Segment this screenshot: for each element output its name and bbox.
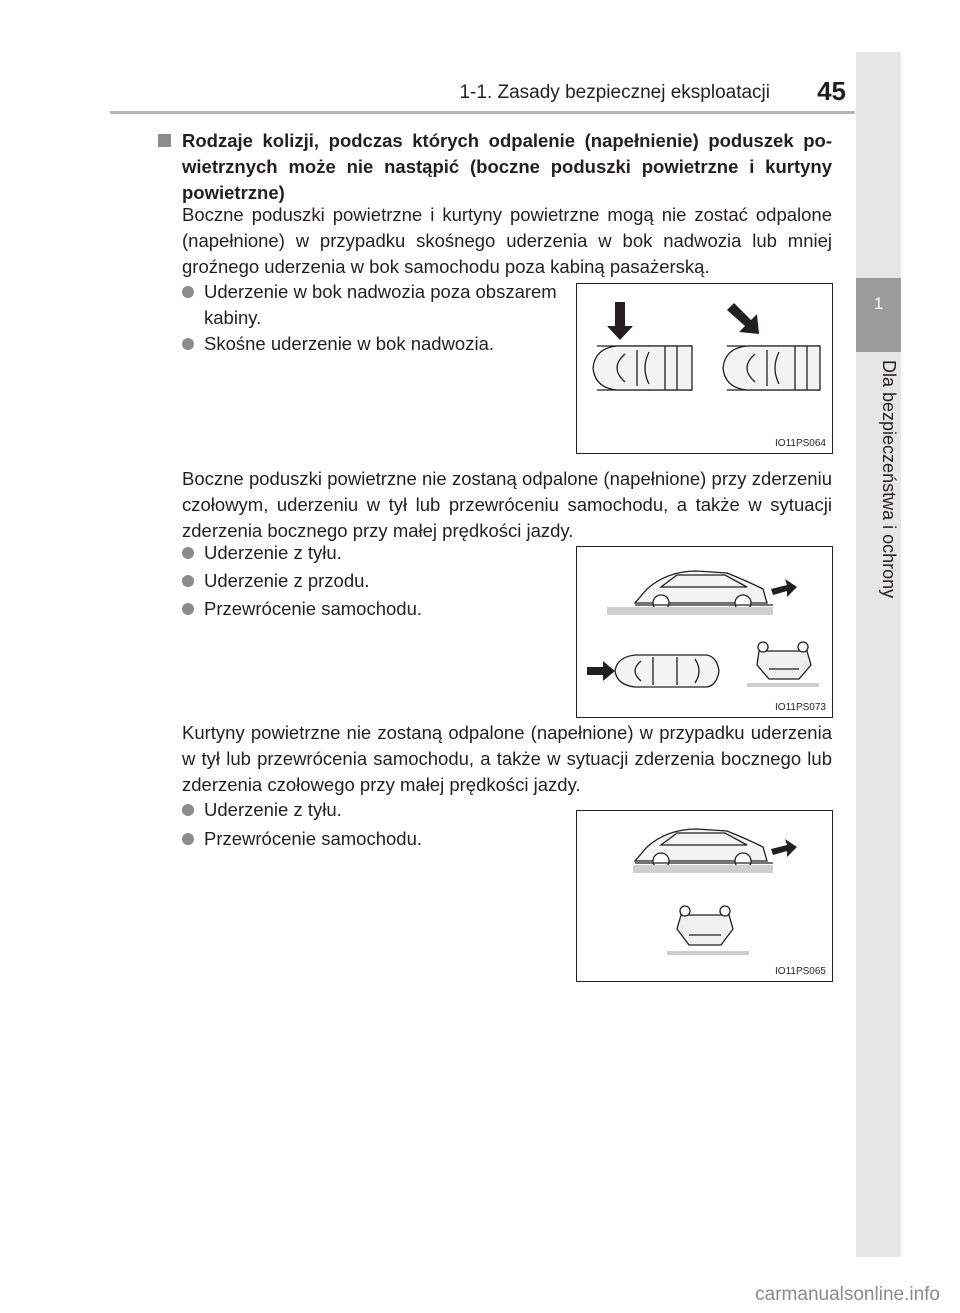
bullet-icon xyxy=(182,833,194,845)
watermark: carmanualsonline.info xyxy=(755,1284,940,1305)
paragraph-side-airbags-diagonal: Boczne poduszki powietrzne i kurtyny powietrzne mogą nie zostać odpalone (napełnione) w przypadku skośnego uderzenia w bok nadwozia lub mniej groźnego uderzenia w bok samochodu poza kabiną pasażerską. xyxy=(182,204,832,277)
list-item-text: Przewrócenie samochodu. xyxy=(204,828,422,849)
figure-code: IO11PS065 xyxy=(775,966,826,977)
chapter-tab-active[interactable] xyxy=(856,278,901,352)
list-item-text: Skośne uderzenie w bok nadwozia. xyxy=(204,333,495,354)
paragraph-side-airbags-no-deploy: Boczne poduszki powietrzne nie zostaną odpalone (napełnione) przy zderzeniu czołowym, uderzeniu w tył lub przewróceniu samochodu, a także w sytuacji zderzenia bocznego przy małej prędkości jazdy. xyxy=(182,468,832,541)
paragraph-curtain-airbags-no-deploy: Kurtyny powietrzne nie zostaną odpalone (napełnione) w przypadku uderzenia w tył lub przewrócenia samochodu, a także w sytuacji zderzenia bocznego lub zderzenia czołowego przy małej prędkości jazdy. xyxy=(182,722,832,795)
frontal-rear-rollover-illustration xyxy=(577,547,834,719)
bullet-icon xyxy=(182,286,194,298)
bullet-icon xyxy=(182,338,194,350)
chapter-tab-label: Dla bezpieczeństwa i ochrony xyxy=(879,360,899,599)
bullet-icon xyxy=(182,603,194,615)
rear-rollover-illustration xyxy=(577,811,834,983)
figure-side-impact xyxy=(576,283,833,454)
figure-frontal-rear-rollover xyxy=(576,546,833,718)
figure-rear-rollover xyxy=(576,810,833,982)
bullet-icon xyxy=(182,547,194,559)
list-item-text: Uderzenie w bok nadwozia poza obszarem kabiny. xyxy=(204,281,557,328)
running-header: 1-1. Zasady bezpiecznej eksploatacji xyxy=(459,82,770,103)
figure-code: IO11PS073 xyxy=(775,702,826,713)
bullet-icon xyxy=(182,575,194,587)
page-number: 45 xyxy=(817,76,846,106)
figure-code: IO11PS064 xyxy=(775,438,826,449)
chapter-tab-number: 1 xyxy=(873,294,884,313)
list-item-text: Uderzenie z tyłu. xyxy=(204,542,342,563)
square-bullet-icon xyxy=(158,134,171,147)
list-item-text: Przewrócenie samochodu. xyxy=(204,598,422,619)
side-impact-illustration xyxy=(577,284,834,455)
header-rule xyxy=(110,111,855,114)
chapter-tab-strip xyxy=(856,52,901,1257)
list-item-text: Uderzenie z przodu. xyxy=(204,570,370,591)
list-item-text: Uderzenie z tyłu. xyxy=(204,799,342,820)
section-heading: Rodzaje kolizji, podczas których odpalenie (napełnienie) poduszek po-wietrznych może nie nastąpić (boczne poduszki powietrzne i kurtyny powietrzne) xyxy=(182,130,832,203)
bullet-icon xyxy=(182,804,194,816)
